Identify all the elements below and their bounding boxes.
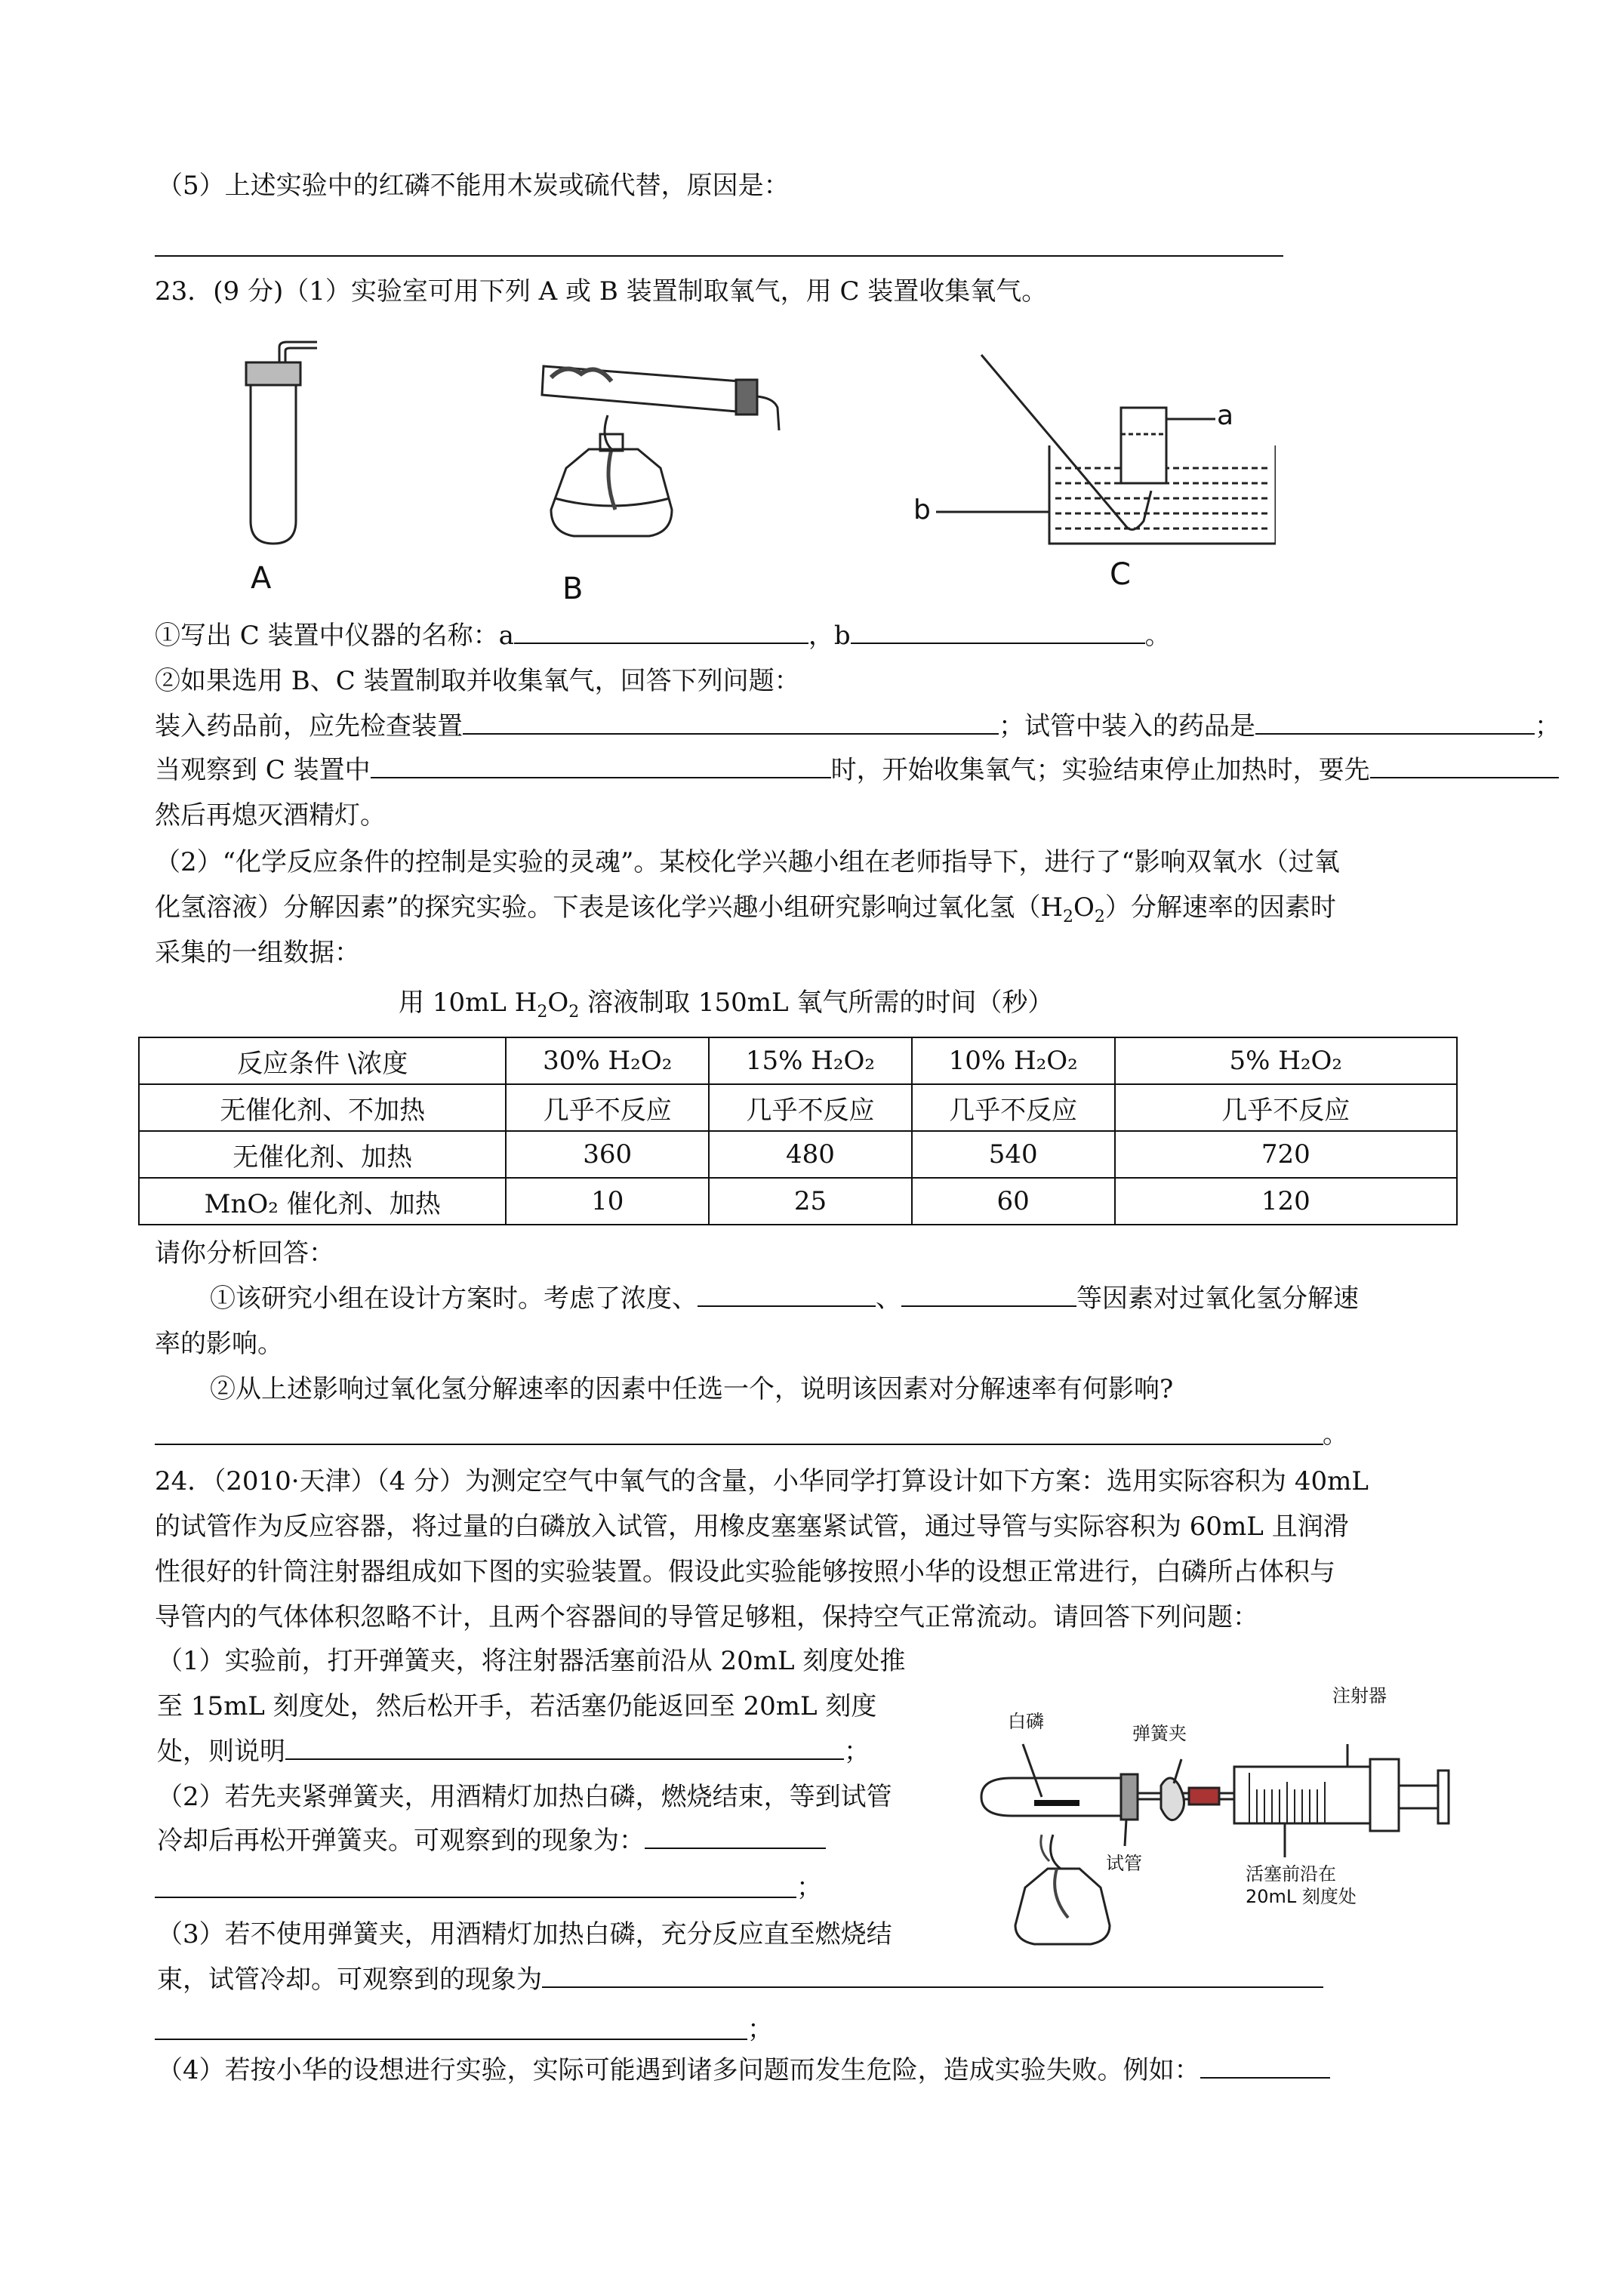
table-caption: 用 10mL $H_2O_2$ 溶液制取 150mL 氧气所需的时间（秒） xyxy=(399,988,1054,1022)
blank-a[interactable] xyxy=(514,621,808,644)
label-syringe: 注射器 xyxy=(1332,1685,1387,1706)
table-cell: 480 xyxy=(709,1131,912,1178)
table-row xyxy=(139,1131,1457,1178)
label-c: C xyxy=(1110,557,1131,592)
q24-line4: 导管内的气体体积忽略不计，且两个容器间的导管足够粗，保持空气正常流动。请回答下列问题： xyxy=(155,1602,1258,1632)
analysis-q1-line2: 率的影响。 xyxy=(155,1329,283,1359)
table-cell: 10 xyxy=(506,1178,709,1225)
blank-example[interactable] xyxy=(1200,2056,1330,2079)
q24-s3-line1: （3）若不使用弹簧夹，用酒精灯加热白磷，充分反应直至燃烧结 xyxy=(157,1919,892,1949)
table-header-cell: 反应条件 \浓度 xyxy=(139,1037,506,1084)
q23-line4: 当观察到 C 装置中 时，开始收集氧气；实验结束停止加热时，要先 xyxy=(155,755,1559,785)
q24-s2-line1: （2）若先夹紧弹簧夹，用酒精灯加热白磷，燃烧结束，等到试管 xyxy=(157,1782,892,1812)
q23-line3: 装入药品前，应先检查装置 ；试管中装入的药品是 ； xyxy=(155,711,1560,741)
label-small-a: a xyxy=(1217,400,1234,431)
blank-phenomenon-2[interactable] xyxy=(645,1826,826,1849)
label-plunger-line2: 20mL 刻度处 xyxy=(1246,1886,1357,1907)
answer-blank[interactable] xyxy=(155,1444,1323,1445)
q23-part2-line1: （2）“化学反应条件的控制是实验的灵魂”。某校化学兴趣小组在老师指导下，进行了“影响双氧水（过氧 xyxy=(155,847,1340,877)
q24-s3-end: ； xyxy=(747,2014,773,2045)
b-leader-line xyxy=(936,506,1057,521)
analysis-label: 请你分析回答： xyxy=(155,1238,334,1268)
table-row xyxy=(139,1178,1457,1225)
q24-s4: （4）若按小华的设想进行实验，实际可能遇到诸多问题而发生危险，造成实验失败。例如： xyxy=(157,2055,1330,2085)
answer-blank[interactable] xyxy=(155,255,1283,257)
label-plunger-line1: 活塞前沿在 xyxy=(1246,1863,1336,1885)
blank-airtight[interactable] xyxy=(285,1737,844,1760)
q23-header: 23．(9 分)（1）实验室可用下列 A 或 B 装置制取氧气，用 C 装置收集氧气。 xyxy=(155,276,1048,307)
blank-first[interactable] xyxy=(1370,756,1559,778)
table-cell: 540 xyxy=(912,1131,1115,1178)
label-small-b: b xyxy=(913,495,931,525)
table-cell: 360 xyxy=(506,1131,709,1178)
table-header-cell: 5% H₂O₂ xyxy=(1115,1037,1457,1084)
table-header-cell: 15% H₂O₂ xyxy=(709,1037,912,1084)
q24-s1-line3: 处，则说明 ； xyxy=(157,1737,870,1767)
label-test-tube: 试管 xyxy=(1106,1853,1142,1874)
data-table xyxy=(138,1037,1458,1225)
q24-line1: 24．（2010·天津）（4 分）为测定空气中氧气的含量，小华同学打算设计如下方案：选用实际容积为 40mL xyxy=(155,1466,1369,1496)
table-cell: 720 xyxy=(1115,1131,1457,1178)
answer-blank[interactable] xyxy=(155,2039,747,2040)
table-cell: 60 xyxy=(912,1178,1115,1225)
table-row xyxy=(139,1084,1457,1131)
apparatus-a xyxy=(246,342,317,544)
label-spring-clip: 弹簧夹 xyxy=(1132,1723,1187,1744)
q24-line2: 的试管作为反应容器，将过量的白磷放入试管，用橡皮塞塞紧试管，通过导管与实际容积为 60mL 且润滑 xyxy=(155,1512,1349,1542)
q24-s2-line2: 冷却后再松开弹簧夹。可观察到的现象为： xyxy=(157,1826,826,1856)
q23-part2-line2: 化氢溶液）分解因素”的探究实验。下表是该化学兴趣小组研究影响过氧化氢$(H_2O_2)$分解速率的因素时 xyxy=(155,892,1336,926)
analysis-q2: ②从上述影响过氧化氢分解速率的因素中任选一个，说明该因素对分解速率有何影响? xyxy=(210,1374,1174,1404)
table-cell: 几乎不反应 xyxy=(506,1084,709,1131)
q23-line2: ②如果选用 B、C 装置制取并收集氧气，回答下列问题： xyxy=(155,666,800,696)
table-cell: 几乎不反应 xyxy=(709,1084,912,1131)
blank-factor-2[interactable] xyxy=(901,1284,1076,1307)
table-cell: 无催化剂、加热 xyxy=(139,1131,506,1178)
q24-line3: 性很好的针筒注射器组成如下图的实验装置。假设此实验能够按照小华的设想正常进行，白磷所占体积与 xyxy=(155,1557,1335,1587)
blank-factor-1[interactable] xyxy=(698,1284,876,1307)
table-cell: 25 xyxy=(709,1178,912,1225)
table-cell: 几乎不反应 xyxy=(1115,1084,1457,1131)
blank-check[interactable] xyxy=(463,712,999,735)
analysis-q2-end: 。 xyxy=(1323,1419,1348,1450)
q23-line5: 然后再熄灭酒精灯。 xyxy=(155,800,386,831)
table-cell: MnO₂ 催化剂、加热 xyxy=(139,1178,506,1225)
label-a: A xyxy=(251,561,272,596)
table-cell: 几乎不反应 xyxy=(912,1084,1115,1131)
label-b: B xyxy=(562,572,584,606)
analysis-q1: ①该研究小组在设计方案时。考虑了浓度、 、 等因素对过氧化氢分解速 xyxy=(210,1284,1359,1314)
q23-part2-line3: 采集的一组数据： xyxy=(155,938,360,968)
q24-s1-line1: （1）实验前，打开弹簧夹，将注射器活塞前沿从 20mL 刻度处推 xyxy=(157,1646,906,1676)
table-cell: 无催化剂、不加热 xyxy=(139,1084,506,1131)
blank-b[interactable] xyxy=(851,621,1145,644)
blank-reagent[interactable] xyxy=(1255,712,1535,735)
q22-part5: （5）上述实验中的红磷不能用木炭或硫代替，原因是： xyxy=(157,171,790,201)
blank-observe[interactable] xyxy=(371,756,831,778)
q24-s3-line2: 束，试管冷却。可观察到的现象为 xyxy=(157,1965,1323,1995)
q24-s2-end: ； xyxy=(796,1872,822,1903)
syringe-apparatus-figure xyxy=(966,1714,1457,1971)
table-header-cell: 30% H₂O₂ xyxy=(506,1037,709,1084)
answer-blank[interactable] xyxy=(155,1897,796,1898)
q23-line1: ①写出 C 装置中仪器的名称：a ，b 。 xyxy=(155,621,1171,651)
table-header-cell: 10% H₂O₂ xyxy=(912,1037,1115,1084)
table-header-row xyxy=(139,1037,1457,1084)
q24-s1-line2: 至 15mL 刻度处，然后松开手，若活塞仍能返回至 20mL 刻度 xyxy=(157,1691,877,1721)
table-cell: 120 xyxy=(1115,1178,1457,1225)
label-white-phosphorus: 白磷 xyxy=(1008,1711,1044,1732)
apparatus-b xyxy=(542,366,779,536)
